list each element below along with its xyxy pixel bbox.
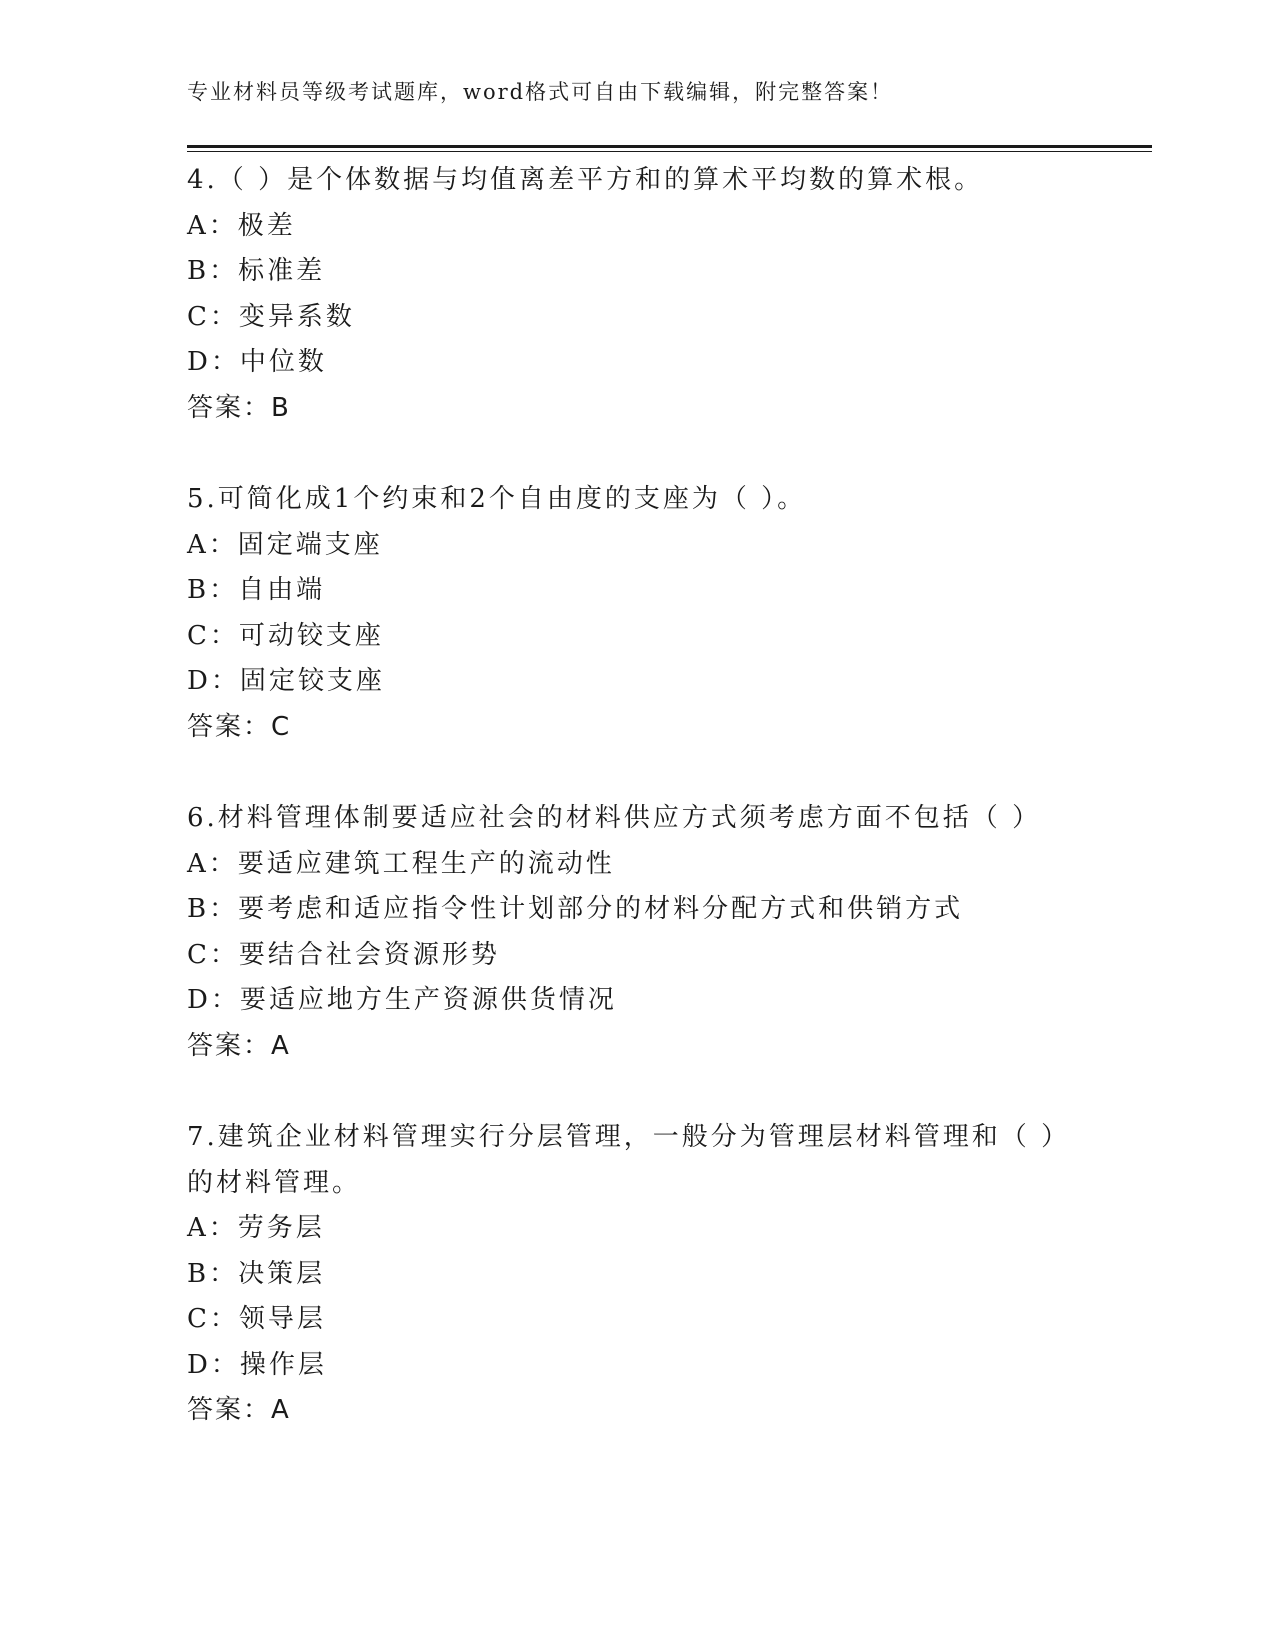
answer-line: 答案：A — [187, 1030, 291, 1061]
question-6 — [187, 796, 1087, 1069]
option-c: C：领导层 — [187, 1304, 326, 1334]
header-rule-thick — [187, 145, 1152, 148]
option-a: A：劳务层 — [187, 1213, 325, 1243]
option-b: B：要考虑和适应指令性计划部分的材料分配方式和供销方式 — [187, 894, 964, 924]
question-stem: 4.（ ）是个体数据与均值离差平方和的算术平均数的算术根。 — [187, 165, 984, 195]
page-header: 专业材料员等级考试题库，word格式可自由下载编辑，附完整答案！ — [187, 80, 894, 104]
option-c: C：可动铰支座 — [187, 620, 384, 651]
question-7 — [187, 1115, 1087, 1434]
answer-line: 答案：A — [187, 1395, 291, 1425]
question-4 — [187, 158, 1087, 431]
question-stem-continued: 的材料管理。 — [187, 1167, 362, 1198]
option-b: B：决策层 — [187, 1258, 326, 1289]
answer-line: 答案：C — [187, 711, 292, 742]
option-d: D：操作层 — [187, 1349, 327, 1380]
answer-line: 答案：B — [187, 392, 291, 423]
option-d: D：中位数 — [187, 347, 327, 377]
option-a: A：固定端支座 — [187, 529, 383, 560]
question-stem: 7.建筑企业材料管理实行分层管理，一般分为管理层材料管理和（ ） — [187, 1122, 1071, 1152]
question-stem: 6.材料管理体制要适应社会的材料供应方式须考虑方面不包括（ ） — [187, 803, 1042, 833]
question-stem: 5.可简化成1个约束和2个自由度的支座为（ ）。 — [187, 484, 807, 514]
option-d: D：固定铰支座 — [187, 666, 385, 696]
option-d: D：要适应地方生产资源供货情况 — [187, 985, 617, 1015]
option-b: B：标准差 — [187, 256, 326, 286]
option-a: A：极差 — [187, 210, 296, 241]
option-c: C：要结合社会资源形势 — [187, 939, 500, 970]
option-b: B：自由端 — [187, 575, 326, 605]
option-a: A：要适应建筑工程生产的流动性 — [187, 848, 615, 879]
header-rule-thin — [187, 151, 1152, 152]
option-c: C：变异系数 — [187, 301, 355, 332]
question-list — [187, 158, 1087, 1480]
question-5 — [187, 477, 1087, 750]
